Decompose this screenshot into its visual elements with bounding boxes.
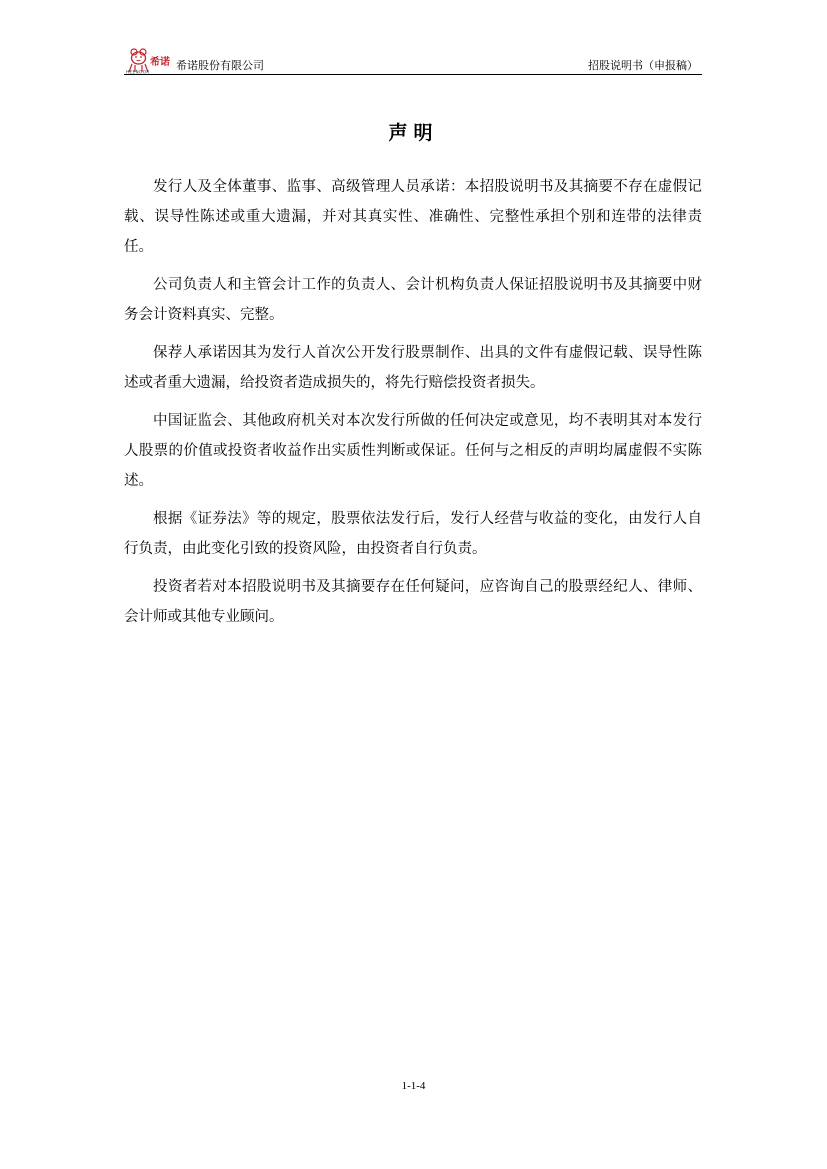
page-number: 1-1-4 — [401, 1080, 426, 1092]
svg-text:希诺: 希诺 — [150, 57, 170, 68]
company-name: 希诺股份有限公司 — [176, 59, 264, 72]
paragraph: 公司负责人和主管会计工作的负责人、会计机构负责人保证招股说明书及其摘要中财务会计资料真实、完整。 — [124, 277, 702, 323]
declaration-body — [124, 172, 702, 640]
page-header — [124, 44, 702, 75]
paragraph: 保荐人承诺因其为发行人首次公开发行股票制作、出具的文件有虚假记载、误导性陈述或者重大遗漏，给投资者造成损失的，将先行赔偿投资者损失。 — [124, 345, 702, 391]
paragraph: 投资者若对本招股说明书及其摘要存在任何疑问，应咨询自己的股票经纪人、律师、会计师或其他专业顾问。 — [124, 579, 702, 625]
paragraph: 根据《证券法》等的规定，股票依法发行后，发行人经营与收益的变化，由发行人自行负责，由此变化引致的投资风险，由投资者自行负责。 — [124, 511, 702, 557]
svg-text:HEENOOR: HEENOOR — [126, 69, 150, 74]
heenoor-bear-logo-icon — [126, 46, 174, 74]
document-type: 招股说明书（申报稿） — [588, 59, 698, 72]
paragraph: 发行人及全体董事、监事、高级管理人员承诺：本招股说明书及其摘要不存在虚假记载、误导性陈述或重大遗漏，并对其真实性、准确性、完整性承担个别和连带的法律责任。 — [124, 179, 702, 255]
paragraph: 中国证监会、其他政府机关对本次发行所做的任何决定或意见，均不表明其对本发行人股票的价值或投资者收益作出实质性判断或保证。任何与之相反的声明均属虚假不实陈述。 — [124, 413, 702, 489]
page-title: 声明 — [388, 122, 439, 144]
